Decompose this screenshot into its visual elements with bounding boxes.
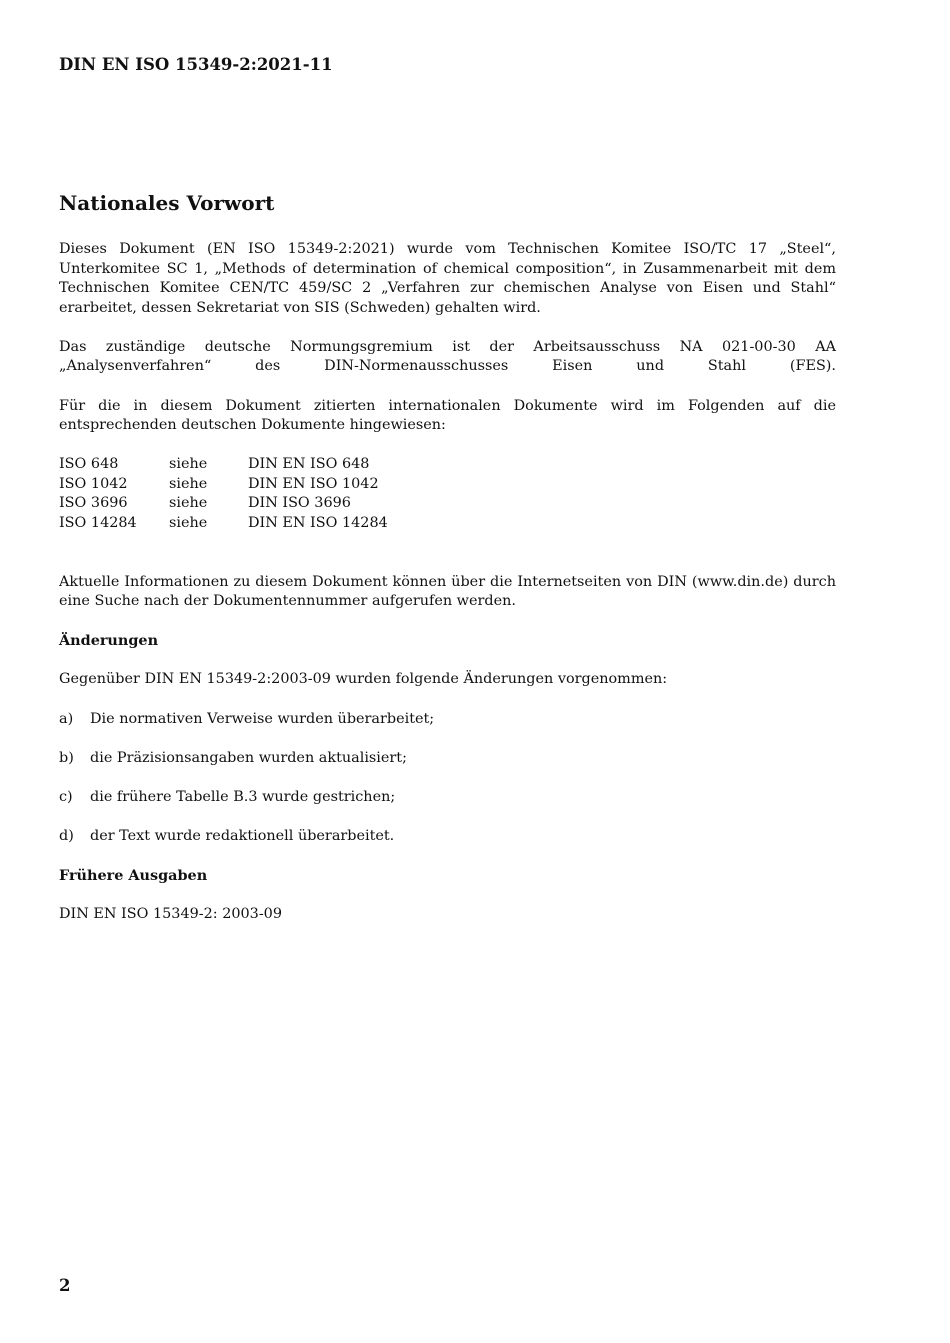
list-item-text: Die normativen Verweise wurden überarbeitet; (90, 710, 435, 727)
list-marker: c) (59, 788, 73, 805)
list-marker: a) (59, 710, 74, 727)
paragraph-references-intro: Für die in diesem Dokument zitierten internationalen Dokumente wird im Folgenden auf die entsprechenden deutschen Dokumente hingewiesen: (59, 397, 836, 434)
previous-editions-heading: Frühere Ausgaben (59, 866, 208, 884)
reference-sep: siehe (169, 475, 208, 492)
reference-din: DIN EN ISO 648 (248, 456, 370, 473)
table-row (59, 494, 388, 514)
table-row (59, 455, 388, 475)
table-row (59, 475, 388, 495)
reference-sep: siehe (169, 495, 208, 512)
list-marker: d) (59, 827, 74, 844)
reference-iso: ISO 648 (59, 456, 119, 473)
previous-editions-text: DIN EN ISO 15349-2: 2003-09 (59, 905, 282, 922)
list-item (59, 827, 836, 847)
reference-sep: siehe (169, 456, 208, 473)
list-item-text: der Text wurde redaktionell überarbeitet. (90, 827, 395, 844)
changes-list (59, 710, 836, 847)
paragraph-standards-body: Das zuständige deutsche Normungsgremium ist der Arbeitsausschuss NA 021-00-30 AA „Analysenverfahren“ des DIN-Normenausschusses Eisen und Stahl (FES). (59, 338, 836, 375)
reference-sep: siehe (169, 515, 208, 532)
reference-iso: ISO 3696 (59, 495, 128, 512)
reference-iso: ISO 14284 (59, 515, 137, 532)
document-body (59, 190, 836, 944)
list-item (59, 710, 836, 730)
changes-intro: Gegenüber DIN EN 15349-2:2003-09 wurden folgende Änderungen vorgenommen: (59, 671, 668, 688)
table-row (59, 514, 388, 534)
reference-table (59, 455, 388, 533)
paragraph-online-info: Aktuelle Informationen zu diesem Dokument können über die Internetseiten von DIN (www.din.de) durch eine Suche nach der Dokumentennummer aufgerufen werden. (59, 573, 836, 610)
section-title: Nationales Vorwort (59, 191, 275, 215)
changes-heading: Änderungen (59, 632, 159, 650)
reference-din: DIN EN ISO 14284 (248, 515, 388, 532)
list-item (59, 749, 836, 769)
document-id: DIN EN ISO 15349-2:2021-11 (59, 55, 333, 74)
paragraph-committee: Dieses Dokument (EN ISO 15349-2:2021) wurde vom Technischen Komitee ISO/TC 17 „Steel“, Unterkomitee SC 1, „Methods of determination of chemical composition“, in Zusammenarbeit mit dem Technischen Komitee CEN/TC 459/SC 2 „Verfahren zur chemischen Analyse von Eisen und Stahl“ erarbeitet, dessen Sekretariat von SIS (Schweden) gehalten wird. (59, 241, 836, 316)
list-marker: b) (59, 749, 74, 766)
list-item (59, 788, 836, 808)
page-number: 2 (59, 1276, 71, 1295)
reference-iso: ISO 1042 (59, 475, 128, 492)
list-item-text: die Präzisionsangaben wurden aktualisiert; (90, 749, 407, 766)
reference-din: DIN ISO 3696 (248, 495, 351, 512)
list-item-text: die frühere Tabelle B.3 wurde gestrichen; (90, 788, 396, 805)
reference-din: DIN EN ISO 1042 (248, 475, 379, 492)
